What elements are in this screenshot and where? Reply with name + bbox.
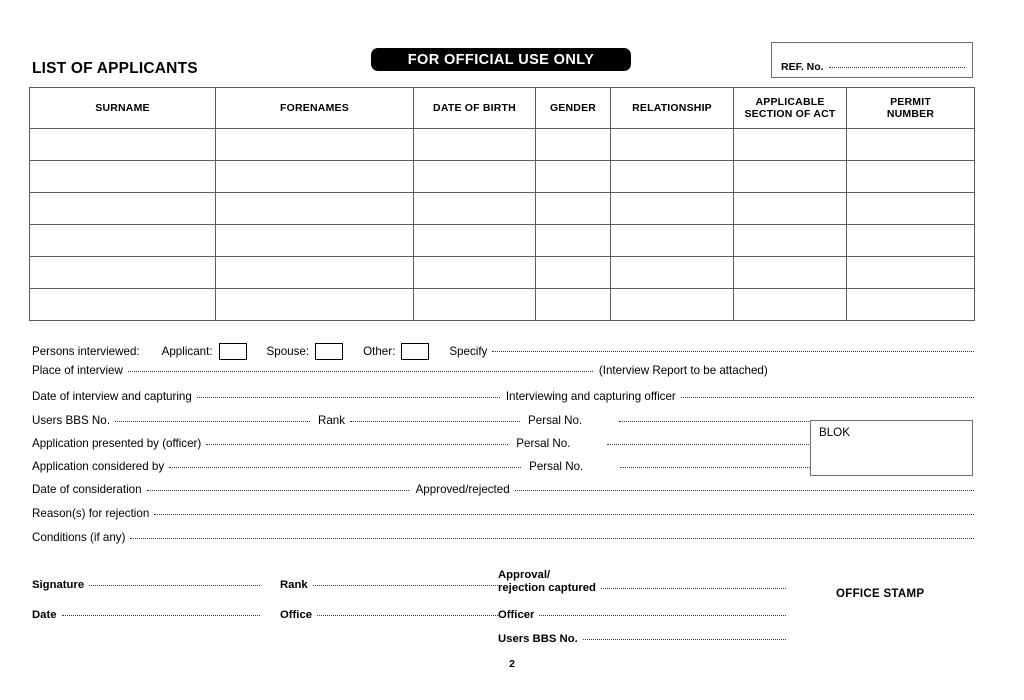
date-of-consideration-label: Date of consideration — [32, 482, 142, 496]
persons-interviewed-label: Persons interviewed: — [32, 345, 140, 359]
cell-relationship[interactable] — [611, 225, 734, 257]
persal-no-label: Persal No. — [529, 459, 584, 473]
officer-row — [498, 609, 786, 621]
conditions-row — [32, 531, 974, 555]
page-number: 2 — [509, 658, 515, 670]
cell-relationship[interactable] — [611, 257, 734, 289]
column-header-relationship: RELATIONSHIP — [611, 88, 734, 129]
officer-label: Officer — [498, 609, 535, 621]
cell-gender[interactable] — [536, 193, 611, 225]
cell-permit-number[interactable] — [847, 289, 975, 321]
conditions-label: Conditions (if any) — [32, 530, 126, 544]
cell-forenames[interactable] — [216, 289, 414, 321]
column-header-forenames: FORENAMES — [216, 88, 414, 129]
cell-forenames[interactable] — [216, 225, 414, 257]
cell-date-of-birth[interactable] — [414, 129, 536, 161]
cell-surname[interactable] — [30, 129, 216, 161]
persal-no-label: Persal No. — [516, 436, 571, 450]
table-row[interactable] — [30, 257, 975, 289]
cell-surname[interactable] — [30, 225, 216, 257]
table-row[interactable] — [30, 129, 975, 161]
cell-date-of-birth[interactable] — [414, 289, 536, 321]
office-row — [280, 609, 498, 621]
cell-date-of-birth[interactable] — [414, 257, 536, 289]
cell-gender[interactable] — [536, 225, 611, 257]
official-use-badge: FOR OFFICIAL USE ONLY — [371, 48, 631, 71]
signature-row — [32, 579, 260, 591]
place-of-interview-label: Place of interview — [32, 363, 123, 377]
cell-surname[interactable] — [30, 257, 216, 289]
date-of-consideration-row — [32, 483, 974, 507]
specify-field[interactable] — [492, 351, 974, 352]
reference-number-box[interactable] — [771, 42, 973, 78]
persons-interviewed-row — [32, 340, 974, 364]
blok-box[interactable] — [810, 420, 973, 476]
rank-row — [280, 579, 498, 591]
rank-label: Rank — [317, 413, 346, 427]
table-row[interactable] — [30, 225, 975, 257]
applicants-table — [29, 87, 975, 321]
approval-captured-field[interactable] — [601, 588, 786, 589]
column-header-date-of-birth: DATE OF BIRTH — [414, 88, 536, 129]
rank-field[interactable] — [313, 585, 498, 586]
applicants-table-body — [30, 129, 975, 321]
table-row[interactable] — [30, 161, 975, 193]
cell-forenames[interactable] — [216, 129, 414, 161]
office-label: Office — [280, 609, 313, 621]
users-bbs-no-label: Users BBS No. — [32, 413, 110, 427]
applicant-label: Applicant: — [161, 345, 213, 359]
table-header-row — [30, 88, 975, 129]
cell-permit-number[interactable] — [847, 193, 975, 225]
approval-captured-label-line2: rejection captured — [498, 581, 596, 594]
cell-applicable-section[interactable] — [734, 289, 847, 321]
interviewing-officer-field[interactable] — [681, 397, 974, 398]
spouse-checkbox[interactable] — [315, 343, 343, 360]
date-row — [32, 609, 260, 621]
cell-applicable-section[interactable] — [734, 161, 847, 193]
interviewing-officer-label: Interviewing and capturing officer — [505, 389, 676, 403]
specify-label: Specify — [449, 345, 488, 359]
date-of-interview-row — [32, 390, 974, 414]
reference-number-field[interactable] — [829, 67, 965, 68]
place-of-interview-field[interactable] — [128, 371, 593, 372]
header-line-2: NUMBER — [886, 108, 935, 120]
header-line-1: APPLICABLE — [755, 95, 825, 108]
cell-relationship[interactable] — [611, 129, 734, 161]
date-label: Date — [32, 609, 57, 621]
officer-field[interactable] — [539, 615, 786, 616]
interview-report-note: (Interview Report to be attached) — [598, 363, 768, 377]
reference-number-label: REF. No. — [781, 61, 824, 73]
cell-surname[interactable] — [30, 193, 216, 225]
reasons-for-rejection-label: Reason(s) for rejection — [32, 506, 150, 520]
approved-rejected-field[interactable] — [515, 490, 974, 491]
signature-section — [32, 569, 974, 653]
place-of-interview-row — [32, 364, 974, 390]
cell-permit-number[interactable] — [847, 161, 975, 193]
cell-relationship[interactable] — [611, 161, 734, 193]
cell-applicable-section[interactable] — [734, 193, 847, 225]
column-header-applicable-section-of-act — [734, 88, 847, 129]
application-considered-label: Application considered by — [32, 459, 165, 473]
table-row[interactable] — [30, 193, 975, 225]
application-presented-field[interactable] — [206, 444, 508, 445]
cell-gender[interactable] — [536, 129, 611, 161]
users-bbs-no-label: Users BBS No. — [498, 633, 578, 645]
other-label: Other: — [363, 345, 396, 359]
cell-surname[interactable] — [30, 289, 216, 321]
column-header-permit-number — [847, 88, 975, 129]
cell-date-of-birth[interactable] — [414, 161, 536, 193]
rank-label: Rank — [280, 579, 308, 591]
cell-date-of-birth[interactable] — [414, 193, 536, 225]
users-bbs-no-field[interactable] — [583, 639, 786, 640]
application-considered-field[interactable] — [169, 467, 521, 468]
reasons-for-rejection-row — [32, 507, 974, 531]
date-of-consideration-field[interactable] — [147, 490, 409, 491]
cell-applicable-section[interactable] — [734, 257, 847, 289]
cell-forenames[interactable] — [216, 161, 414, 193]
date-of-interview-label: Date of interview and capturing — [32, 389, 192, 403]
header-line-2: SECTION OF ACT — [744, 108, 836, 120]
office-field[interactable] — [317, 615, 498, 616]
cell-date-of-birth[interactable] — [414, 225, 536, 257]
cell-permit-number[interactable] — [847, 225, 975, 257]
office-stamp-label: OFFICE STAMP — [836, 588, 925, 600]
signature-field[interactable] — [89, 585, 260, 586]
rank-field[interactable] — [350, 421, 520, 422]
cell-applicable-section[interactable] — [734, 129, 847, 161]
date-of-interview-field[interactable] — [197, 397, 500, 398]
header-line-1: PERMIT — [890, 95, 931, 108]
cell-forenames[interactable] — [216, 193, 414, 225]
column-header-surname: SURNAME — [30, 88, 216, 129]
cell-permit-number[interactable] — [847, 257, 975, 289]
cell-applicable-section[interactable] — [734, 225, 847, 257]
approval-captured-label-line1: Approval/ — [498, 569, 551, 581]
cell-relationship[interactable] — [611, 193, 734, 225]
date-field[interactable] — [62, 615, 261, 616]
cell-forenames[interactable] — [216, 257, 414, 289]
cell-surname[interactable] — [30, 161, 216, 193]
users-bbs-no-field[interactable] — [115, 421, 310, 422]
reasons-for-rejection-field[interactable] — [154, 514, 974, 515]
column-header-gender: GENDER — [536, 88, 611, 129]
persal-no-field[interactable] — [607, 444, 833, 445]
approved-rejected-label: Approved/rejected — [415, 482, 510, 496]
table-row[interactable] — [30, 289, 975, 321]
cell-gender[interactable] — [536, 289, 611, 321]
applicant-checkbox[interactable] — [219, 343, 247, 360]
users-bbs-no-row — [498, 633, 786, 645]
page-title: LIST OF APPLICANTS — [32, 60, 198, 77]
conditions-field[interactable] — [130, 538, 974, 539]
approval-captured-row — [498, 569, 786, 594]
cell-gender[interactable] — [536, 161, 611, 193]
page-header — [0, 38, 1024, 86]
blok-label: BLOK — [819, 426, 850, 439]
signature-label: Signature — [32, 579, 85, 591]
cell-relationship[interactable] — [611, 289, 734, 321]
cell-permit-number[interactable] — [847, 129, 975, 161]
cell-gender[interactable] — [536, 257, 611, 289]
persal-no-label: Persal No. — [528, 413, 583, 427]
spouse-label: Spouse: — [266, 345, 310, 359]
application-presented-label: Application presented by (officer) — [32, 436, 202, 450]
other-checkbox[interactable] — [401, 343, 429, 360]
